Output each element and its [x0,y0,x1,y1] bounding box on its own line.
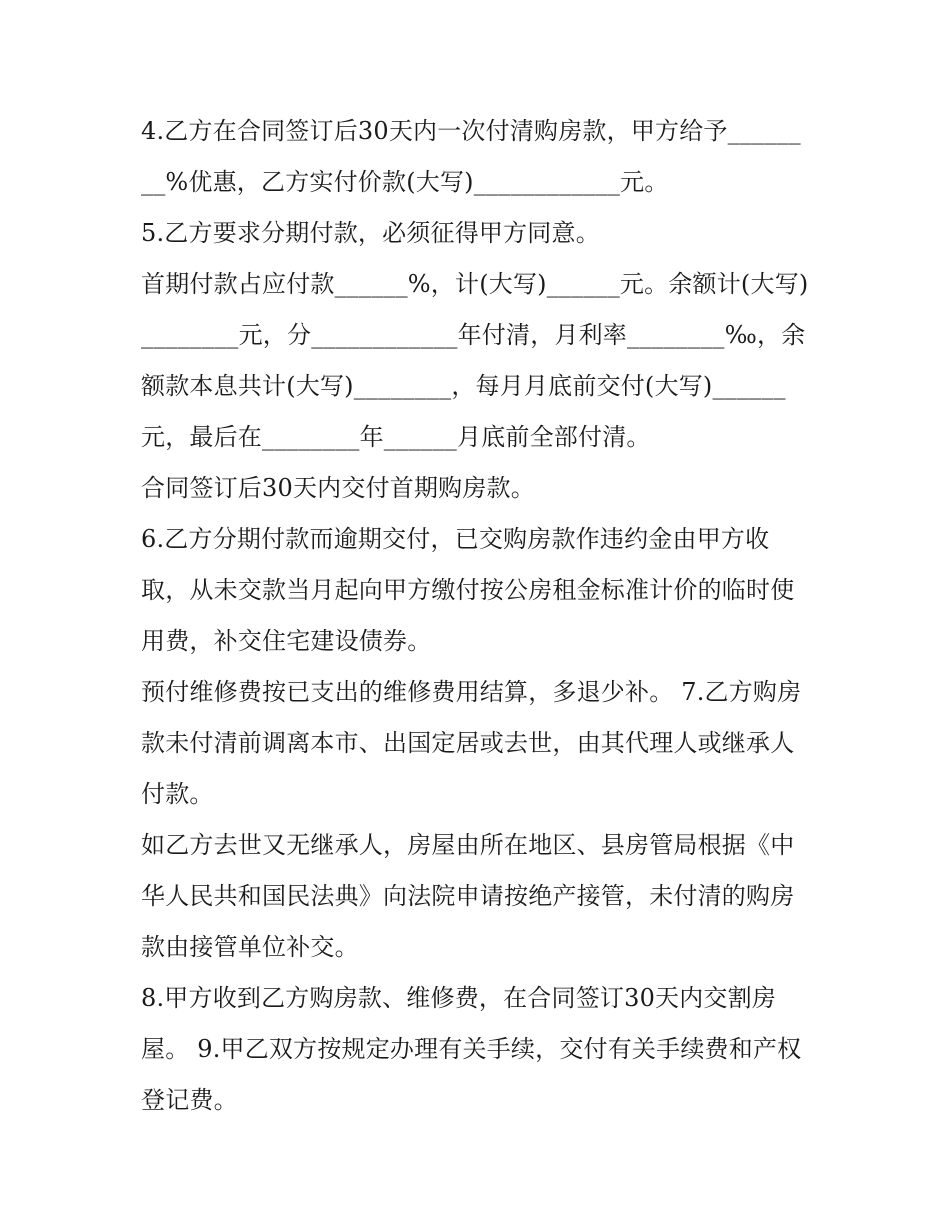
paragraph-clause-6: 6.乙方分期付款而逾期交付，已交购房款作违约金由甲方收取，从未交款当月起向甲方缴付按公房租金标准计价的临时使用费，补交住宅建设债券。 [141,525,795,655]
paragraph-clause-4: 4.乙方在合同签订后30天内一次付清购房款，甲方给予________%优惠，乙方实付价款(大写)____________元。 [141,117,801,196]
document-body [141,106,813,1126]
paragraph-clause-7: 预付维修费按已支出的维修费用结算，多退少补。 7.乙方购房款未付清前调离本市、出国定居或去世，由其代理人或继承人付款。 [141,678,802,808]
paragraph-installment-terms: 首期付款占应付款______%，计(大写)______元。余额计(大写)________元，分____________年付清，月利率________‰，余额款本息共计(大写)________，每月月底前交付(大写)______元，最后在________年______月底前全部付清。 [141,270,809,451]
paragraph-no-heir: 如乙方去世又无继承人，房屋由所在地区、县房管局根据《中华人民共和国民法典》向法院申请按绝产接管，未付清的购房款由接管单位补交。 [141,831,795,961]
paragraph-clause-8-9: 8.甲方收到乙方购房款、维修费，在合同签订30天内交割房屋。 9.甲乙双方按规定办理有关手续，交付有关手续费和产权登记费。 [141,984,802,1114]
paragraph-clause-5: 5.乙方要求分期付款，必须征得甲方同意。 [141,219,600,247]
paragraph-first-payment: 合同签订后30天内交付首期购房款。 [141,474,535,502]
